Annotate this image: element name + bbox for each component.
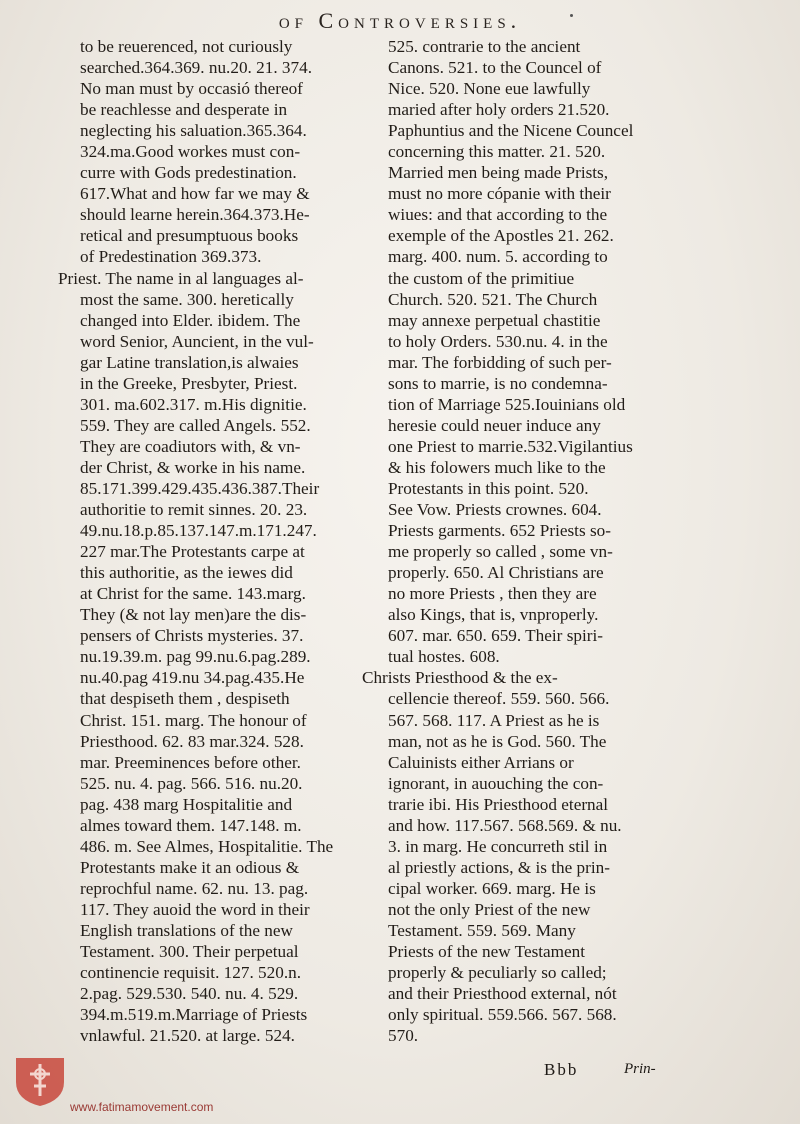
right-column-line: cipal worker. 669. marg. He is	[388, 878, 596, 898]
right-column-line: 525. contrarie to the ancient	[388, 37, 581, 56]
left-column-line: Priest. The name in al languages al-	[58, 268, 304, 288]
right-column-line: man, not as he is God. 560. The	[388, 731, 607, 751]
right-column-line: mar. The forbidding of such per-	[388, 352, 612, 372]
left-column-line: Priesthood. 62. 83 mar.324. 528.	[80, 731, 304, 751]
right-column-line: heresie could neuer induce any	[388, 415, 601, 435]
right-column-line: not the only Priest of the new	[388, 899, 591, 919]
left-column-line: Christ. 151. marg. The honour of	[80, 710, 307, 730]
right-column-line: ignorant, in auouching the con-	[388, 773, 604, 793]
left-column-line: 486. m. See Almes, Hospitalitie. The	[80, 836, 334, 856]
left-column-line: in the Greeke, Presbyter, Priest.	[80, 373, 298, 393]
right-column-line: 570.	[388, 1026, 419, 1046]
left-column-line: reprochful name. 62. nu. 13. pag.	[80, 878, 309, 898]
right-column-line: cellencie thereof. 559. 560. 566.	[388, 689, 610, 709]
left-column-line: almes toward them. 147.148. m.	[80, 815, 302, 835]
left-column-line: at Christ for the same. 143.marg.	[80, 584, 306, 604]
right-column-line: maried after holy orders 21.520.	[388, 100, 610, 120]
right-column-line: 607. mar. 650. 659. Their spiri-	[388, 626, 603, 646]
left-column-line: of Predestination 369.373.	[80, 247, 262, 267]
left-column-line: retical and presumptuous books	[80, 226, 299, 246]
right-column-line: Priests of the new Testament	[388, 942, 586, 962]
right-column-line: Paphuntius and the Nicene Councel	[388, 121, 634, 141]
left-column-line: 559. They are called Angels. 552.	[80, 415, 311, 435]
right-column-line: 567. 568. 117. A Priest as he is	[388, 710, 600, 730]
running-header: of Controversies.	[278, 8, 522, 33]
right-column-line: Protestants in this point. 520.	[388, 478, 589, 498]
left-column-line: vnlawful. 21.520. at large. 524.	[80, 1026, 295, 1046]
left-column-line: They (& not lay men)are the dis-	[80, 605, 307, 625]
catchword: Prin-	[624, 1061, 656, 1077]
signature-mark: Bbb	[544, 1060, 579, 1079]
left-column-line: 117. They auoid the word in their	[80, 899, 310, 919]
left-column-line: 2.pag. 529.530. 540. nu. 4. 529.	[80, 984, 299, 1004]
right-column-line: Testament. 559. 569. Many	[388, 920, 576, 940]
left-column-line: nu.40.pag 419.nu 34.pag.435.He	[80, 668, 305, 688]
left-column-line: 525. nu. 4. pag. 566. 516. nu.20.	[80, 773, 303, 793]
right-column-line: al priestly actions, & is the prin-	[388, 857, 610, 877]
left-column-line: neglecting his saluation.365.364.	[80, 121, 307, 141]
right-column-line: properly & peculiarly so called;	[388, 963, 607, 983]
left-column-line: pag. 438 marg Hospitalitie and	[80, 794, 293, 814]
right-column-line: trarie ibi. His Priesthood eternal	[388, 794, 609, 814]
right-column-line: one Priest to marrie.532.Vigilantius	[388, 436, 633, 456]
right-column-line: the custom of the primitiue	[388, 268, 575, 288]
right-column-line: and how. 117.567. 568.569. & nu.	[388, 815, 622, 835]
left-column-line: be reachlesse and desperate in	[80, 100, 288, 120]
left-column-line: authoritie to remit sinnes. 20. 23.	[80, 500, 308, 520]
left-column-line: gar Latine translation,is alwaies	[80, 352, 299, 372]
right-column-line: and their Priesthood external, nót	[388, 984, 617, 1004]
right-column-line: exemple of the Apostles 21. 262.	[388, 226, 614, 246]
left-column-line: 301. ma.602.317. m.His dignitie.	[80, 394, 307, 414]
left-column-line: curre with Gods predestination.	[80, 163, 297, 183]
right-column-line: Nice. 520. None eue lawfully	[388, 79, 591, 99]
left-column-line: to be reuerenced, not curiously	[80, 37, 293, 56]
right-column-line: Church. 520. 521. The Church	[388, 289, 598, 309]
left-column-line: 324.ma.Good workes must con-	[80, 142, 301, 162]
right-column-line: Married men being made Prists,	[388, 163, 609, 183]
right-column-line: concerning this matter. 21. 520.	[388, 142, 606, 162]
left-column-line: pensers of Christs mysteries. 37.	[80, 626, 304, 646]
left-column-line: They are coadiutors with, & vn-	[80, 436, 301, 456]
right-column-line: must no more cópanie with their	[388, 184, 611, 204]
left-column-line: Testament. 300. Their perpetual	[80, 942, 299, 962]
left-column-line: No man must by occasió thereof	[80, 79, 303, 99]
left-column-line: 49.nu.18.p.85.137.147.m.171.247.	[80, 521, 317, 541]
left-column-line: should learne herein.364.373.He-	[80, 205, 310, 225]
left-index-column	[58, 36, 366, 1046]
left-column-line: Protestants make it an odious &	[80, 857, 300, 877]
left-column-line: searched.364.369. nu.20. 21. 374.	[80, 58, 312, 78]
fatima-logo-icon	[12, 1052, 68, 1108]
left-column-line: nu.19.39.m. pag 99.nu.6.pag.289.	[80, 647, 311, 667]
left-column-line: this authoritie, as the iewes did	[80, 563, 293, 583]
right-column-line: Canons. 521. to the Councel of	[388, 58, 602, 78]
right-column-line: properly. 650. Al Christians are	[388, 563, 604, 583]
right-column-line: Christs Priesthood & the ex-	[362, 668, 558, 688]
right-column-line: tion of Marriage 525.Iouinians old	[388, 394, 626, 414]
left-column-line: changed into Elder. ibidem. The	[80, 310, 301, 330]
left-column-line: most the same. 300. heretically	[80, 289, 294, 309]
left-column-line: continencie requisit. 127. 520.n.	[80, 963, 302, 983]
right-index-column	[362, 36, 680, 1046]
left-column-line: 227 mar.The Protestants carpe at	[80, 542, 305, 562]
right-column-line: sons to marrie, is no condemna-	[388, 373, 608, 393]
right-column-line: only spiritual. 559.566. 567. 568.	[388, 1005, 617, 1025]
right-column-line: Caluinists either Arrians or	[388, 752, 574, 772]
left-column-line: that despiseth them , despiseth	[80, 689, 290, 709]
right-column-line: also Kings, that is, vnproperly.	[388, 605, 599, 625]
right-column-line: 3. in marg. He concurreth stil in	[388, 836, 608, 856]
left-column-line: 394.m.519.m.Marriage of Priests	[80, 1005, 308, 1025]
right-column-line: tual hostes. 608.	[388, 647, 500, 667]
left-column-line: der Christ, & worke in his name.	[80, 457, 306, 477]
right-column-line: to holy Orders. 530.nu. 4. in the	[388, 331, 608, 351]
right-column-line: & his folowers much like to the	[388, 457, 606, 477]
right-column-line: Priests garments. 652 Priests so-	[388, 521, 611, 541]
watermark-url: www.fatimamovement.com	[70, 1100, 214, 1114]
right-column-line: See Vow. Priests crownes. 604.	[388, 500, 602, 520]
left-column-line: mar. Preeminences before other.	[80, 752, 301, 772]
left-column-line: English translations of the new	[80, 920, 293, 940]
left-column-line: word Senior, Auncient, in the vul-	[80, 331, 314, 351]
right-column-line: may annexe perpetual chastitie	[388, 310, 601, 330]
left-column-line: 617.What and how far we may &	[80, 184, 310, 204]
right-column-line: me properly so called , some vn-	[388, 542, 613, 562]
left-column-line: 85.171.399.429.435.436.387.Their	[80, 478, 320, 498]
right-column-line: marg. 400. num. 5. according to	[388, 247, 608, 267]
right-column-line: no more Priests , then they are	[388, 584, 597, 604]
right-column-line: wiues: and that according to the	[388, 205, 608, 225]
